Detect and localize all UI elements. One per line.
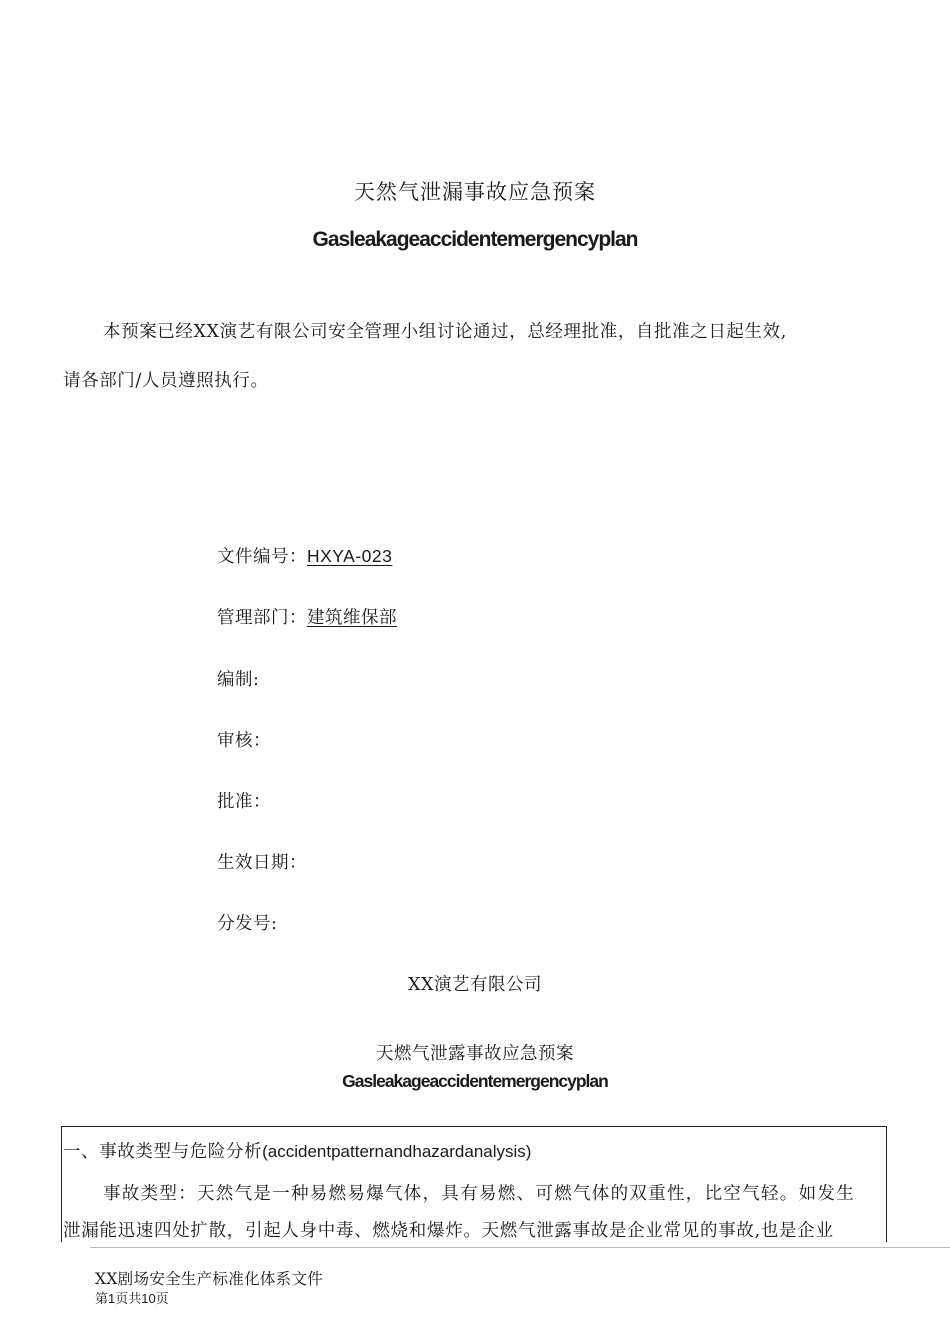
doc-number-row	[217, 543, 392, 568]
section-heading	[63, 1138, 531, 1163]
subtitle-en: Gasleakageaccidentemergencyplan	[342, 1071, 608, 1091]
footer-page-info: 第1页共10页	[95, 1291, 169, 1306]
section-heading-en: (accidentpatternandhazardanalysis)	[262, 1142, 532, 1161]
doc-number-value: HXYA-023	[307, 546, 393, 566]
effective-date-row: 生效日期：	[217, 853, 307, 873]
footer-doc-system: XX剧场安全生产标准化体系文件	[95, 1270, 324, 1288]
section-heading-cn: 一、事故类型与危险分析	[63, 1142, 263, 1162]
section-text-line-1: 事故类型：天然气是一种易燃易爆气体，具有易燃、可燃气体的双重性，比空气轻。如发生	[103, 1184, 855, 1204]
document-title-en: Gasleakageaccidentemergencyplan	[312, 228, 638, 251]
review-row: 审核：	[217, 731, 271, 751]
department-value: 建筑维保部	[307, 608, 397, 628]
doc-number-label: 文件编号：	[217, 547, 307, 567]
footer-divider	[90, 1247, 950, 1248]
department-row	[217, 604, 397, 629]
approve-row: 批准：	[217, 792, 271, 812]
department-label: 管理部门：	[217, 608, 307, 628]
distribution-row: 分发号:	[217, 914, 278, 934]
author-row: 编制:	[217, 670, 260, 690]
section-text-line-2: 泄漏能迅速四处扩散，引起人身中毒、燃烧和爆炸。天燃气泄露事故是企业常见的事故,也是企业	[63, 1221, 834, 1241]
subtitle-cn: 天燃气泄露事故应急预案	[376, 1044, 574, 1064]
intro-line-1: 本预案已经XX演艺有限公司安全管理小组讨论通过，总经理批准，自批准之日起生效,	[103, 322, 787, 342]
company-name: XX演艺有限公司	[408, 975, 542, 995]
document-title-cn: 天然气泄漏事故应急预案	[354, 180, 596, 204]
intro-line-2: 请各部门/人员遵照执行。	[63, 371, 269, 391]
